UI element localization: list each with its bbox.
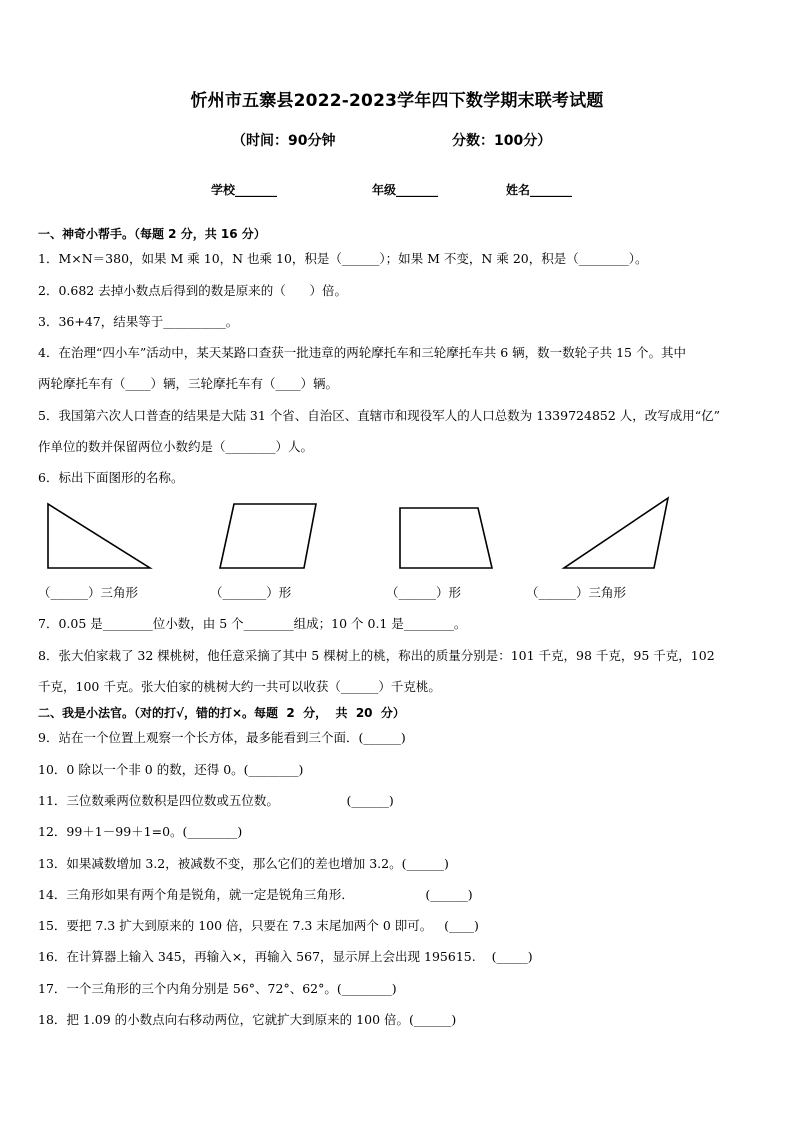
- question-13: 13．如果减数增加 3.2，被减数不变，那么它们的差也增加 3.2。(______): [38, 856, 449, 871]
- shape-figures: [0, 496, 794, 576]
- question-8-line-2: 千克，100 千克。张大伯家的桃树大约一共可以收获（______）千克桃。: [38, 679, 441, 694]
- section-2-heading: 二、我是小法官。（对的打√，错的打×。每题 2 分， 共 20 分）: [38, 706, 405, 720]
- question-17: 17．一个三角形的三个内角分别是 56°、72°、62°。(________): [38, 981, 397, 996]
- question-12: 12．99＋1－99＋1=0。(________): [38, 824, 243, 839]
- trapezoid-figure: [400, 508, 492, 568]
- question-11: 11．三位数乘两位数积是四位数或五位数。 (______): [38, 793, 394, 808]
- question-9: 9．站在一个位置上观察一个长方体，最多能看到三个面．(______): [38, 730, 406, 745]
- question-14: 14．三角形如果有两个角是锐角，就一定是锐角三角形． (______): [38, 887, 473, 902]
- question-16: 16．在计算器上输入 345，再输入×，再输入 567，显示屏上会出现 195615. (_____): [38, 949, 533, 964]
- shape-label-2: （_______）形: [210, 585, 292, 600]
- question-7: 7．0.05 是________位小数，由 5 个________组成；10 个 0.1 是________。: [38, 616, 467, 631]
- shape-label-1: （______）三角形: [38, 585, 139, 600]
- question-8-line-1: 8．张大伯家栽了 32 棵桃树，他任意采摘了其中 5 棵树上的桃，称出的质量分别是：101 千克，98 千克，95 千克，102: [38, 648, 715, 663]
- school-field: 学校_______: [211, 183, 278, 197]
- exam-time: （时间：90分钟: [232, 133, 336, 149]
- obtuse-triangle-figure: [564, 498, 668, 568]
- parallelogram-figure: [220, 504, 316, 568]
- exam-score: 分数：100分）: [452, 133, 552, 149]
- question-5-line-1: 5．我国第六次人口普查的结果是大陆 31 个省、自治区、直辖市和现役军人的人口总数为 1339724852 人，改写成用“亿”: [38, 408, 721, 423]
- shape-label-4: （______）三角形: [526, 585, 627, 600]
- question-10: 10．0 除以一个非 0 的数，还得 0。(________): [38, 762, 304, 777]
- question-6: 6．标出下面图形的名称。: [38, 470, 184, 485]
- question-4-line-2: 两轮摩托车有（____）辆，三轮摩托车有（____）辆。: [38, 376, 339, 391]
- question-15: 15．要把 7.3 扩大到原来的 100 倍，只要在 7.3 末尾加两个 0 即可。 (____): [38, 918, 479, 933]
- page-title: 忻州市五寨县2022-2023学年四下数学期末联考试题: [190, 91, 604, 111]
- grade-field: 年级_______: [372, 183, 439, 197]
- question-1: 1．M×N＝380，如果 M 乘 10，N 也乘 10，积是（______）；如果 M 不变，N 乘 20，积是（________）。: [38, 251, 648, 266]
- question-4-line-1: 4．在治理“四小车”活动中，某天某路口查获一批违章的两轮摩托车和三轮摩托车共 6 辆，数一数轮子共 15 个。其中: [38, 345, 686, 360]
- question-18: 18．把 1.09 的小数点向右移动两位，它就扩大到原来的 100 倍。(______): [38, 1012, 457, 1027]
- section-1-heading: 一、神奇小帮手。（每题 2 分，共 16 分）: [38, 227, 266, 241]
- question-3: 3．36+47，结果等于__________。: [38, 314, 239, 329]
- shape-label-3: （______）形: [386, 585, 462, 600]
- question-5-line-2: 作单位的数并保留两位小数约是（________）人。: [38, 439, 314, 454]
- right-triangle-figure: [48, 504, 150, 568]
- question-2: 2．0.682 去掉小数点后得到的数是原来的（ ）倍。: [38, 283, 348, 298]
- name-field: 姓名_______: [506, 183, 573, 197]
